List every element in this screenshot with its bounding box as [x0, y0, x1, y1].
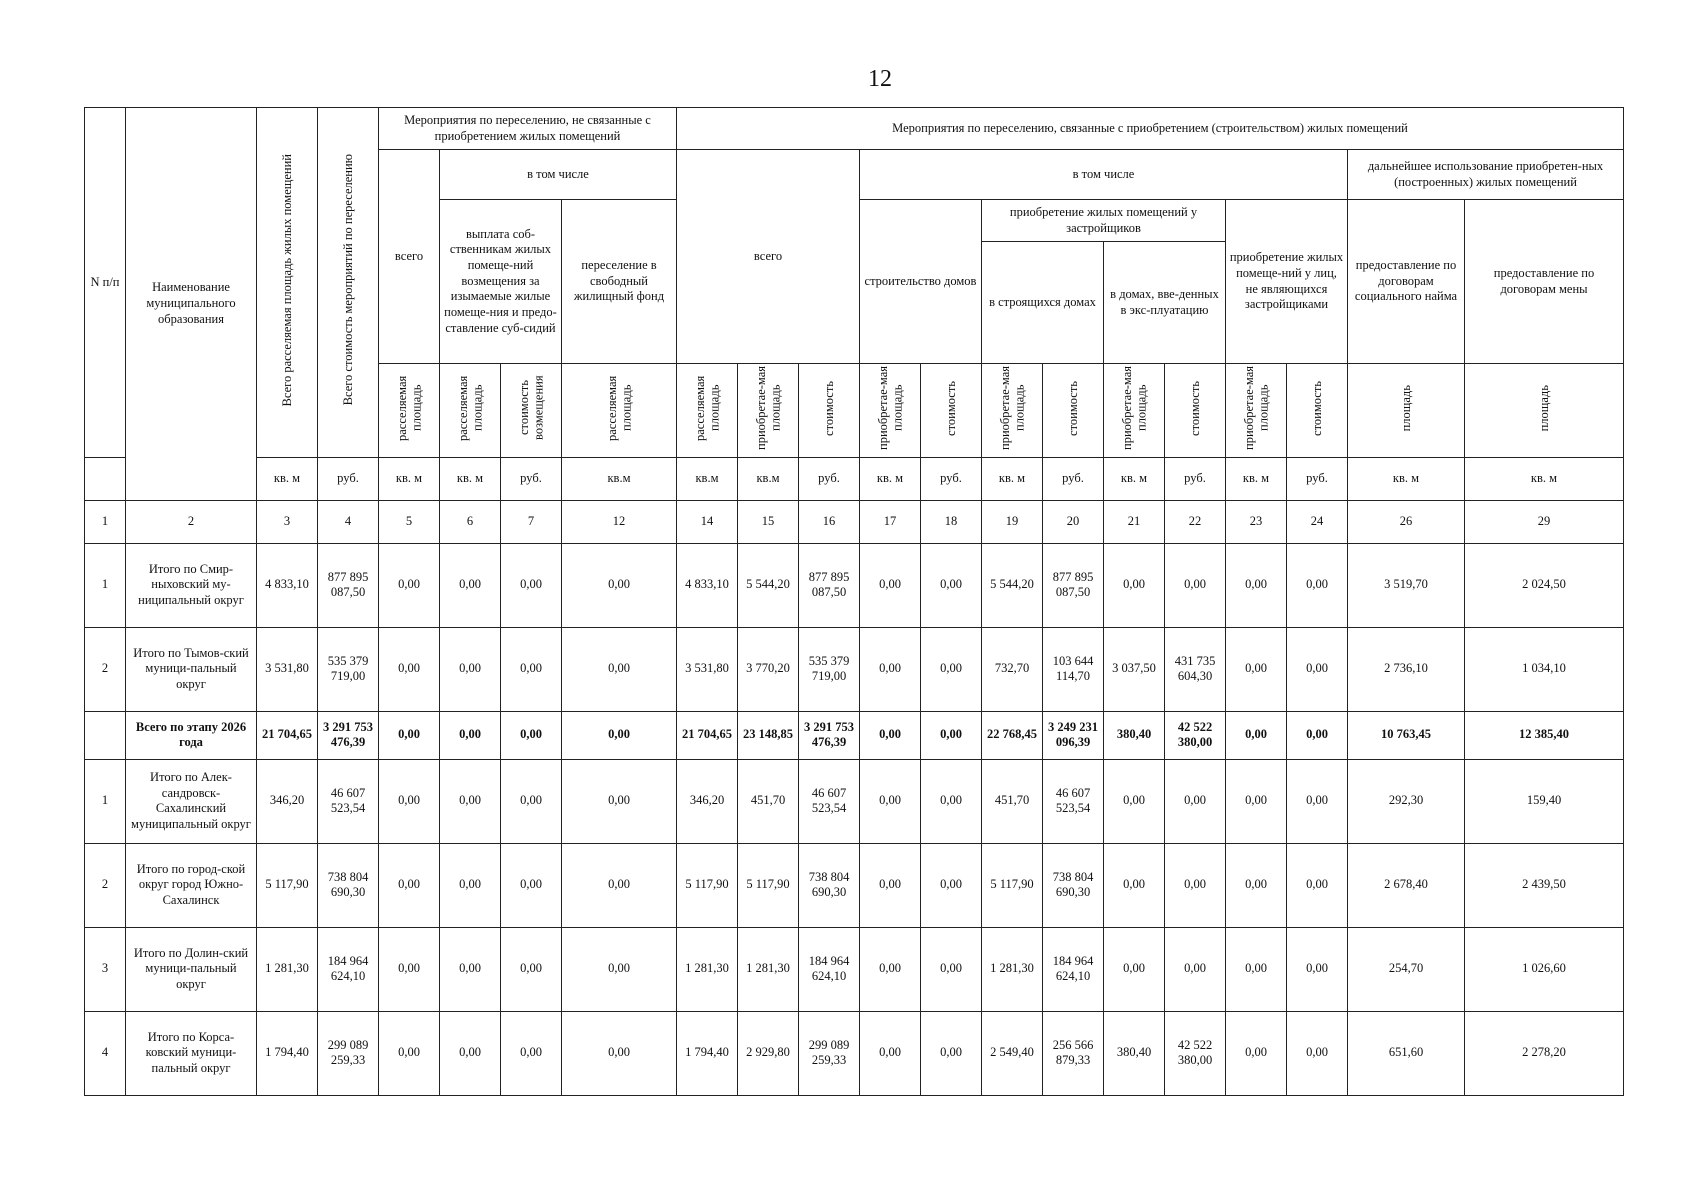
- col-number: 29: [1465, 500, 1624, 543]
- col-number: 12: [562, 500, 677, 543]
- unit-cell: руб.: [318, 457, 379, 500]
- col-number: 4: [318, 500, 379, 543]
- col-number: 17: [860, 500, 921, 543]
- col-number: 2: [126, 500, 257, 543]
- header-total-area: Всего расселяемая площадь жилых помещений: [257, 108, 318, 458]
- value-cell-c12: 0,00: [562, 711, 677, 759]
- unit-cell: руб.: [1165, 457, 1226, 500]
- header-in-commissioned: в домах, вве-денных в экс-плуатацию: [1104, 242, 1226, 364]
- page-number: 12: [868, 66, 892, 92]
- value-cell-c14: 1 794,40: [677, 1011, 738, 1095]
- value-cell-c16: 877 895 087,50: [799, 543, 860, 627]
- value-cell-c5: 0,00: [379, 1011, 440, 1095]
- col-number: 5: [379, 500, 440, 543]
- col-number: 26: [1348, 500, 1465, 543]
- col-number: 14: [677, 500, 738, 543]
- value-cell-c4: 877 895 087,50: [318, 543, 379, 627]
- value-cell-c5: 0,00: [379, 843, 440, 927]
- unit-cell: руб.: [799, 457, 860, 500]
- municipality-name-cell: Всего по этапу 2026 года: [126, 711, 257, 759]
- table-row: [85, 711, 1624, 759]
- value-cell-c19: 1 281,30: [982, 927, 1043, 1011]
- value-cell-c29: 2 278,20: [1465, 1011, 1624, 1095]
- value-cell-c12: 0,00: [562, 843, 677, 927]
- sub-c29: площадь: [1465, 364, 1624, 458]
- header-payment-owners: выплата соб-ственникам жилых помеще-ний возмещения за изымаемые жилые помеще-ния и предо-ставление суб-сидий: [440, 200, 562, 364]
- sub-c24: стоимость: [1287, 364, 1348, 458]
- value-cell-c6: 0,00: [440, 927, 501, 1011]
- value-cell-c21: 0,00: [1104, 543, 1165, 627]
- header-n: N п/п: [85, 108, 126, 458]
- value-cell-c5: 0,00: [379, 711, 440, 759]
- value-cell-c20: 738 804 690,30: [1043, 843, 1104, 927]
- value-cell-c29: 159,40: [1465, 759, 1624, 843]
- col-number: 7: [501, 500, 562, 543]
- value-cell-c6: 0,00: [440, 1011, 501, 1095]
- value-cell-c21: 0,00: [1104, 843, 1165, 927]
- value-cell-c12: 0,00: [562, 759, 677, 843]
- value-cell-c14: 4 833,10: [677, 543, 738, 627]
- unit-cell: кв. м: [1104, 457, 1165, 500]
- value-cell-c23: 0,00: [1226, 759, 1287, 843]
- unit-cell: кв. м: [440, 457, 501, 500]
- value-cell-c4: 46 607 523,54: [318, 759, 379, 843]
- table-row: [85, 543, 1624, 627]
- col-number: 1: [85, 500, 126, 543]
- value-cell-c20: 3 249 231 096,39: [1043, 711, 1104, 759]
- header-in-building: в строящихся домах: [982, 242, 1104, 364]
- value-cell-c12: 0,00: [562, 627, 677, 711]
- header-v-tom-chisle-2: в том числе: [860, 150, 1348, 200]
- value-cell-c17: 0,00: [860, 927, 921, 1011]
- table-row: [85, 843, 1624, 927]
- value-cell-c21: 0,00: [1104, 927, 1165, 1011]
- value-cell-c23: 0,00: [1226, 843, 1287, 927]
- value-cell-c18: 0,00: [921, 759, 982, 843]
- unit-cell: руб.: [501, 457, 562, 500]
- row-number-cell: 4: [85, 1011, 126, 1095]
- sub-c19: приобретае-мая площадь: [982, 364, 1043, 458]
- col-number: 19: [982, 500, 1043, 543]
- value-cell-c24: 0,00: [1287, 543, 1348, 627]
- value-cell-c14: 5 117,90: [677, 843, 738, 927]
- value-cell-c7: 0,00: [501, 927, 562, 1011]
- value-cell-c29: 12 385,40: [1465, 711, 1624, 759]
- unit-cell: руб.: [921, 457, 982, 500]
- value-cell-c29: 2 024,50: [1465, 543, 1624, 627]
- value-cell-c18: 0,00: [921, 927, 982, 1011]
- value-cell-c26: 3 519,70: [1348, 543, 1465, 627]
- header-free-fund: переселение в свободный жилищный фонд: [562, 200, 677, 364]
- unit-cell: кв. м: [860, 457, 921, 500]
- municipality-name-cell: Итого по Корса-ковский муници-пальный округ: [126, 1011, 257, 1095]
- value-cell-c7: 0,00: [501, 711, 562, 759]
- value-cell-c20: 184 964 624,10: [1043, 927, 1104, 1011]
- value-cell-c6: 0,00: [440, 759, 501, 843]
- value-cell-c26: 10 763,45: [1348, 711, 1465, 759]
- value-cell-c22: 42 522 380,00: [1165, 1011, 1226, 1095]
- municipality-name-cell: Итого по Тымов-ский муници-пальный округ: [126, 627, 257, 711]
- value-cell-c17: 0,00: [860, 843, 921, 927]
- unit-cell: кв. м: [1348, 457, 1465, 500]
- value-cell-c23: 0,00: [1226, 627, 1287, 711]
- value-cell-c4: 184 964 624,10: [318, 927, 379, 1011]
- municipality-name-cell: Итого по город-ской округ город Южно-Сахалинск: [126, 843, 257, 927]
- value-cell-c26: 292,30: [1348, 759, 1465, 843]
- value-cell-c14: 21 704,65: [677, 711, 738, 759]
- value-cell-c21: 380,40: [1104, 1011, 1165, 1095]
- resettlement-table: [84, 107, 1624, 1096]
- value-cell-c19: 5 117,90: [982, 843, 1043, 927]
- sub-c22: стоимость: [1165, 364, 1226, 458]
- value-cell-c18: 0,00: [921, 1011, 982, 1095]
- col-number: 22: [1165, 500, 1226, 543]
- value-cell-c24: 0,00: [1287, 759, 1348, 843]
- value-cell-c23: 0,00: [1226, 543, 1287, 627]
- value-cell-c14: 1 281,30: [677, 927, 738, 1011]
- value-cell-c29: 1 026,60: [1465, 927, 1624, 1011]
- value-cell-c7: 0,00: [501, 1011, 562, 1095]
- value-cell-c22: 0,00: [1165, 843, 1226, 927]
- value-cell-c26: 651,60: [1348, 1011, 1465, 1095]
- value-cell-c20: 256 566 879,33: [1043, 1011, 1104, 1095]
- sub-c16: стоимость: [799, 364, 860, 458]
- header-group-related: Мероприятия по переселению, связанные с приобретением (строительством) жилых помещений: [677, 108, 1624, 150]
- value-cell-c23: 0,00: [1226, 1011, 1287, 1095]
- value-cell-c18: 0,00: [921, 543, 982, 627]
- header-vsego-2: всего: [677, 150, 860, 364]
- sub-c21: приобретае-мая площадь: [1104, 364, 1165, 458]
- table-header: [85, 108, 1624, 544]
- table-row: [85, 927, 1624, 1011]
- value-cell-c15: 1 281,30: [738, 927, 799, 1011]
- value-cell-c21: 3 037,50: [1104, 627, 1165, 711]
- col-number: 20: [1043, 500, 1104, 543]
- unit-cell: кв. м: [982, 457, 1043, 500]
- value-cell-c12: 0,00: [562, 543, 677, 627]
- value-cell-c29: 2 439,50: [1465, 843, 1624, 927]
- value-cell-c12: 0,00: [562, 1011, 677, 1095]
- value-cell-c6: 0,00: [440, 627, 501, 711]
- value-cell-c15: 451,70: [738, 759, 799, 843]
- value-cell-c4: 3 291 753 476,39: [318, 711, 379, 759]
- value-cell-c6: 0,00: [440, 711, 501, 759]
- unit-cell: кв. м: [257, 457, 318, 500]
- value-cell-c7: 0,00: [501, 843, 562, 927]
- value-cell-c20: 103 644 114,70: [1043, 627, 1104, 711]
- sub-c15: приобретае-мая площадь: [738, 364, 799, 458]
- sub-c7: стоимость возмещения: [501, 364, 562, 458]
- value-cell-c16: 738 804 690,30: [799, 843, 860, 927]
- unit-cell: кв. м: [379, 457, 440, 500]
- value-cell-c24: 0,00: [1287, 927, 1348, 1011]
- value-cell-c26: 2 736,10: [1348, 627, 1465, 711]
- header-acquisition-non-developers: приобретение жилых помеще-ний у лиц, не являющихся застройщиками: [1226, 200, 1348, 364]
- value-cell-c22: 0,00: [1165, 543, 1226, 627]
- value-cell-c15: 5 544,20: [738, 543, 799, 627]
- sub-c26: площадь: [1348, 364, 1465, 458]
- unit-cell: руб.: [1043, 457, 1104, 500]
- unit-cell: кв.м: [562, 457, 677, 500]
- municipality-name-cell: Итого по Смир-ныховский му-ниципальный округ: [126, 543, 257, 627]
- value-cell-c26: 254,70: [1348, 927, 1465, 1011]
- value-cell-c3: 1 794,40: [257, 1011, 318, 1095]
- unit-cell: руб.: [1287, 457, 1348, 500]
- units-n: [85, 457, 126, 500]
- row-number-cell: 3: [85, 927, 126, 1011]
- sub-c17: приобретае-мая площадь: [860, 364, 921, 458]
- value-cell-c3: 5 117,90: [257, 843, 318, 927]
- value-cell-c19: 2 549,40: [982, 1011, 1043, 1095]
- unit-cell: кв. м: [1226, 457, 1287, 500]
- value-cell-c3: 21 704,65: [257, 711, 318, 759]
- value-cell-c19: 22 768,45: [982, 711, 1043, 759]
- header-v-tom-chisle-1: в том числе: [440, 150, 677, 200]
- value-cell-c17: 0,00: [860, 711, 921, 759]
- sub-c18: стоимость: [921, 364, 982, 458]
- sub-c20: стоимость: [1043, 364, 1104, 458]
- sub-c6: расселяемая площадь: [440, 364, 501, 458]
- table-row: [85, 1011, 1624, 1095]
- value-cell-c19: 732,70: [982, 627, 1043, 711]
- value-cell-c23: 0,00: [1226, 927, 1287, 1011]
- value-cell-c4: 535 379 719,00: [318, 627, 379, 711]
- col-number: 21: [1104, 500, 1165, 543]
- row-number-cell: [85, 711, 126, 759]
- header-name: Наименование муниципального образования: [126, 108, 257, 501]
- value-cell-c5: 0,00: [379, 627, 440, 711]
- value-cell-c5: 0,00: [379, 759, 440, 843]
- value-cell-c18: 0,00: [921, 843, 982, 927]
- header-further-use: дальнейшее использование приобретен-ных (построенных) жилых помещений: [1348, 150, 1624, 200]
- header-social-rent: предоставление по договорам социального найма: [1348, 200, 1465, 364]
- value-cell-c12: 0,00: [562, 927, 677, 1011]
- value-cell-c21: 0,00: [1104, 759, 1165, 843]
- col-number: 18: [921, 500, 982, 543]
- value-cell-c7: 0,00: [501, 627, 562, 711]
- row-number-cell: 1: [85, 759, 126, 843]
- col-number: 16: [799, 500, 860, 543]
- value-cell-c29: 1 034,10: [1465, 627, 1624, 711]
- row-number-cell: 1: [85, 543, 126, 627]
- value-cell-c17: 0,00: [860, 627, 921, 711]
- unit-cell: кв.м: [738, 457, 799, 500]
- col-number: 3: [257, 500, 318, 543]
- value-cell-c17: 0,00: [860, 1011, 921, 1095]
- value-cell-c3: 1 281,30: [257, 927, 318, 1011]
- value-cell-c3: 4 833,10: [257, 543, 318, 627]
- header-construction: строительство домов: [860, 200, 982, 364]
- header-total-cost: Всего стоимость мероприятий по переселению: [318, 108, 379, 458]
- value-cell-c16: 3 291 753 476,39: [799, 711, 860, 759]
- sub-c23: приобретае-мая площадь: [1226, 364, 1287, 458]
- table-body: [85, 543, 1624, 1095]
- sub-c14: расселяемая площадь: [677, 364, 738, 458]
- header-group-not-related: Мероприятия по переселению, не связанные с приобретением жилых помещений: [379, 108, 677, 150]
- value-cell-c22: 0,00: [1165, 759, 1226, 843]
- value-cell-c24: 0,00: [1287, 843, 1348, 927]
- row-number-cell: 2: [85, 627, 126, 711]
- value-cell-c15: 23 148,85: [738, 711, 799, 759]
- col-number: 24: [1287, 500, 1348, 543]
- value-cell-c16: 299 089 259,33: [799, 1011, 860, 1095]
- value-cell-c18: 0,00: [921, 711, 982, 759]
- value-cell-c5: 0,00: [379, 927, 440, 1011]
- value-cell-c3: 346,20: [257, 759, 318, 843]
- header-vsego-1: всего: [379, 150, 440, 364]
- header-acquisition-developers: приобретение жилых помещений у застройщиков: [982, 200, 1226, 242]
- value-cell-c21: 380,40: [1104, 711, 1165, 759]
- value-cell-c7: 0,00: [501, 543, 562, 627]
- col-number: 15: [738, 500, 799, 543]
- value-cell-c19: 451,70: [982, 759, 1043, 843]
- unit-cell: кв. м: [1465, 457, 1624, 500]
- value-cell-c19: 5 544,20: [982, 543, 1043, 627]
- value-cell-c15: 2 929,80: [738, 1011, 799, 1095]
- value-cell-c17: 0,00: [860, 543, 921, 627]
- value-cell-c7: 0,00: [501, 759, 562, 843]
- value-cell-c20: 46 607 523,54: [1043, 759, 1104, 843]
- value-cell-c3: 3 531,80: [257, 627, 318, 711]
- value-cell-c24: 0,00: [1287, 711, 1348, 759]
- sub-c5: расселяемая площадь: [379, 364, 440, 458]
- value-cell-c24: 0,00: [1287, 627, 1348, 711]
- municipality-name-cell: Итого по Долин-ский муници-пальный округ: [126, 927, 257, 1011]
- municipality-name-cell: Итого по Алек-сандровск-Сахалинский муниципальный округ: [126, 759, 257, 843]
- value-cell-c16: 535 379 719,00: [799, 627, 860, 711]
- value-cell-c23: 0,00: [1226, 711, 1287, 759]
- value-cell-c6: 0,00: [440, 543, 501, 627]
- value-cell-c17: 0,00: [860, 759, 921, 843]
- value-cell-c15: 3 770,20: [738, 627, 799, 711]
- value-cell-c16: 46 607 523,54: [799, 759, 860, 843]
- value-cell-c22: 42 522 380,00: [1165, 711, 1226, 759]
- value-cell-c16: 184 964 624,10: [799, 927, 860, 1011]
- value-cell-c24: 0,00: [1287, 1011, 1348, 1095]
- value-cell-c22: 431 735 604,30: [1165, 627, 1226, 711]
- value-cell-c18: 0,00: [921, 627, 982, 711]
- table-row: [85, 759, 1624, 843]
- value-cell-c20: 877 895 087,50: [1043, 543, 1104, 627]
- header-exchange: предоставление по договорам мены: [1465, 200, 1624, 364]
- sub-c12: расселяемая площадь: [562, 364, 677, 458]
- value-cell-c14: 3 531,80: [677, 627, 738, 711]
- col-number: 23: [1226, 500, 1287, 543]
- col-number: 6: [440, 500, 501, 543]
- unit-cell: кв.м: [677, 457, 738, 500]
- value-cell-c5: 0,00: [379, 543, 440, 627]
- value-cell-c4: 299 089 259,33: [318, 1011, 379, 1095]
- row-number-cell: 2: [85, 843, 126, 927]
- value-cell-c26: 2 678,40: [1348, 843, 1465, 927]
- value-cell-c15: 5 117,90: [738, 843, 799, 927]
- value-cell-c4: 738 804 690,30: [318, 843, 379, 927]
- value-cell-c22: 0,00: [1165, 927, 1226, 1011]
- table-row: [85, 627, 1624, 711]
- value-cell-c6: 0,00: [440, 843, 501, 927]
- value-cell-c14: 346,20: [677, 759, 738, 843]
